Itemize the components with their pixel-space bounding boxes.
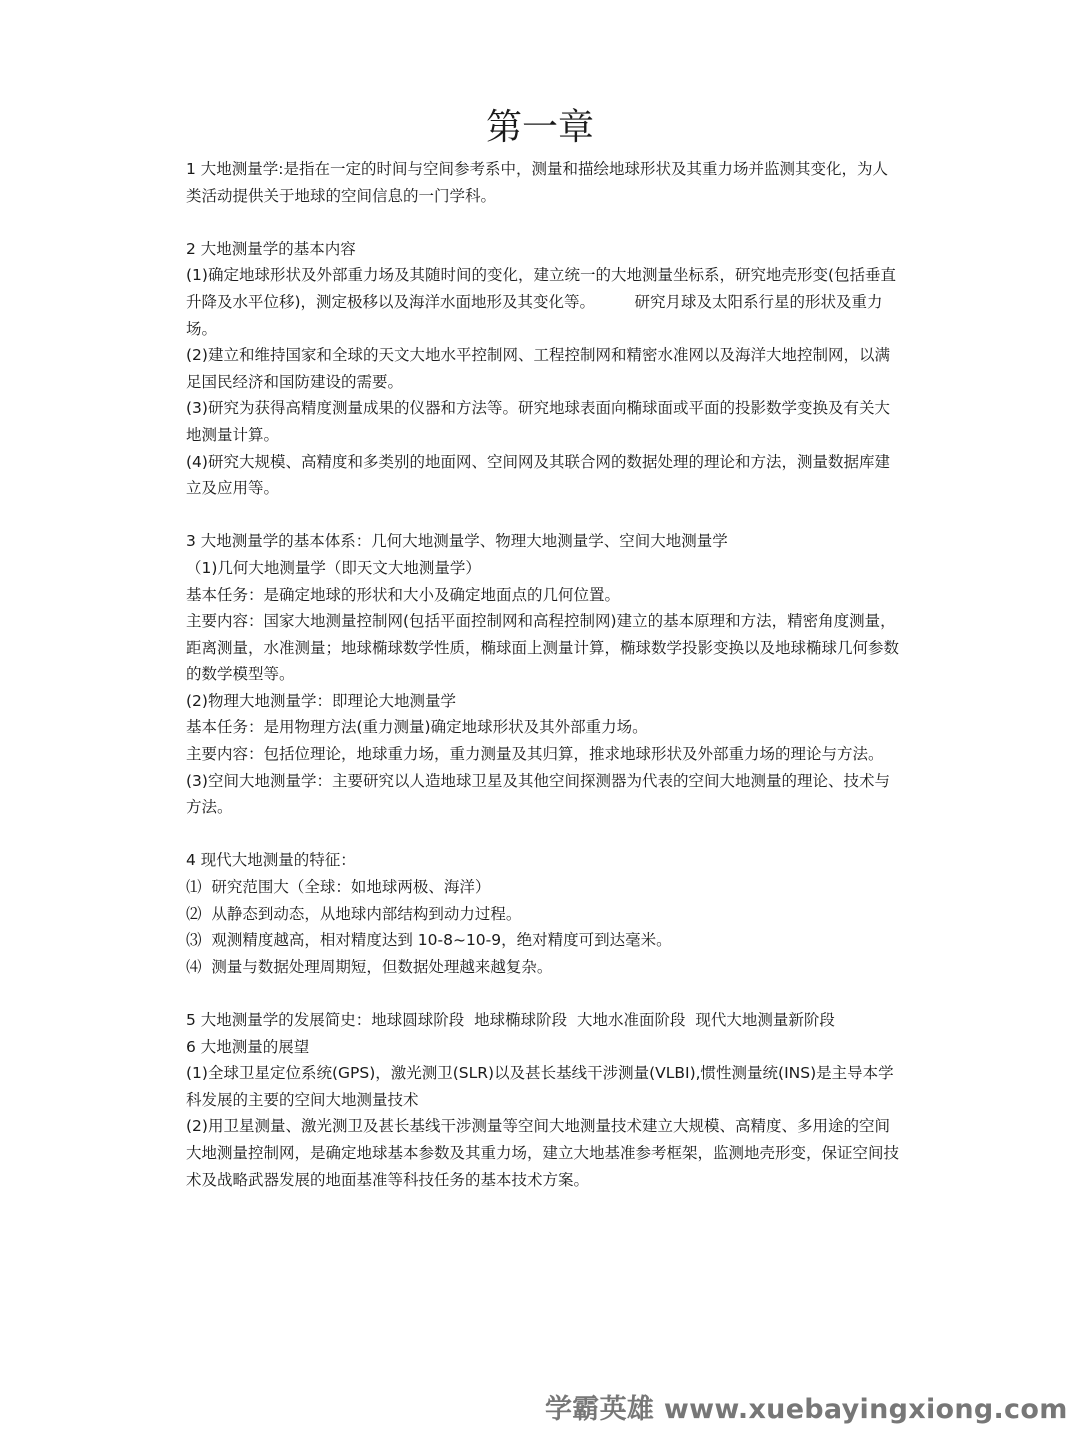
paragraph: 主要内容：国家大地测量控制网(包括平面控制网和高程控制网)建立的基本原理和方法，精密角度测量，距离测量，水准测量；地球椭球数学性质，椭球面上测量计算，椭球数学投影变换以及地球椭球几何参数的数学模型等。 <box>186 612 900 684</box>
section-gap <box>186 209 900 236</box>
section-heading: 3 大地测量学的基本体系：几何大地测量学、物理大地测量学、空间大地测量学 <box>186 532 728 551</box>
section-heading: 2 大地测量学的基本内容 <box>186 239 356 258</box>
paragraph: (4)研究大规模、高精度和多类别的地面网、空间网及其联合网的数据处理的理论和方法，测量数据库建立及应用等。 <box>186 452 890 498</box>
list-item: ⑶ 观测精度越高，相对精度达到 10-8~10-9，绝对精度可到达毫米。 <box>186 931 672 950</box>
section-gap <box>186 821 900 848</box>
paragraph: (3)空间大地测量学：主要研究以人造地球卫星及其他空间探测器为代表的空间大地测量的理论、技术与方法。 <box>186 771 890 817</box>
paragraph: (1)确定地球形状及外部重力场及其随时间的变化，建立统一的大地测量坐标系，研究地壳形变(包括垂直升降及水平位移)，测定极移以及海洋水面地形及其变化等。 研究月球及太阳系行星的形状及重力场。 <box>186 266 897 338</box>
paragraph: （1)几何大地测量学（即天文大地测量学） <box>186 558 481 577</box>
list-item: ⑴ 研究范围大（全球：如地球两极、海洋） <box>186 878 491 897</box>
watermark: 学霸英雄 www.xuebayingxiong.com <box>545 1394 1068 1425</box>
section-heading: 6 大地测量的展望 <box>186 1037 310 1056</box>
section-gap <box>186 502 900 529</box>
section-gap <box>186 980 900 1007</box>
section-heading: 4 现代大地测量的特征： <box>186 851 356 870</box>
paragraph: (2)建立和维持国家和全球的天文大地水平控制网、工程控制网和精密水准网以及海洋大地控制网，以满足国民经济和国防建设的需要。 <box>186 346 890 391</box>
paragraph: 基本任务：是确定地球的形状和大小及确定地面点的几何位置。 <box>186 585 621 604</box>
list-item: ⑷ 测量与数据处理周期短，但数据处理越来越复杂。 <box>186 957 553 976</box>
list-item: ⑵ 从静态到动态，从地球内部结构到动力过程。 <box>186 904 522 923</box>
paragraph: 1 大地测量学:是指在一定的时间与空间参考系中，测量和描绘地球形状及其重力场并监测其变化，为人类活动提供关于地球的空间信息的一门学科。 <box>186 160 889 205</box>
document-body <box>186 156 900 1193</box>
paragraph: (1)全球卫星定位系统(GPS)，激光测卫(SLR)以及甚长基线干涉测量(VLBI),惯性测量统(INS)是主导本学科发展的主要的空间大地测量技术 <box>186 1064 894 1109</box>
paragraph: 基本任务：是用物理方法(重力测量)确定地球形状及其外部重力场。 <box>186 718 648 737</box>
section-heading: 5 大地测量学的发展简史：地球圆球阶段 地球椭球阶段 大地水准面阶段 现代大地测量新阶段 <box>186 1011 835 1029</box>
paragraph: (3)研究为获得高精度测量成果的仪器和方法等。研究地球表面向椭球面或平面的投影数学变换及有关大地测量计算。 <box>186 399 890 444</box>
paragraph: 主要内容：包括位理论，地球重力场，重力测量及其归算，推求地球形状及外部重力场的理论与方法。 <box>186 745 884 764</box>
paragraph: (2)物理大地测量学：即理论大地测量学 <box>186 691 456 710</box>
paragraph: (2)用卫星测量、激光测卫及甚长基线干涉测量等空间大地测量技术建立大规模、高精度、多用途的空间大地测量控制网，是确定地球基本参数及其重力场，建立大地基准参考框架，监测地壳形变，保证空间技术及战略武器发展的地面基准等科技任务的基本技术方案。 <box>186 1117 900 1189</box>
page-title: 第一章 <box>485 107 594 148</box>
